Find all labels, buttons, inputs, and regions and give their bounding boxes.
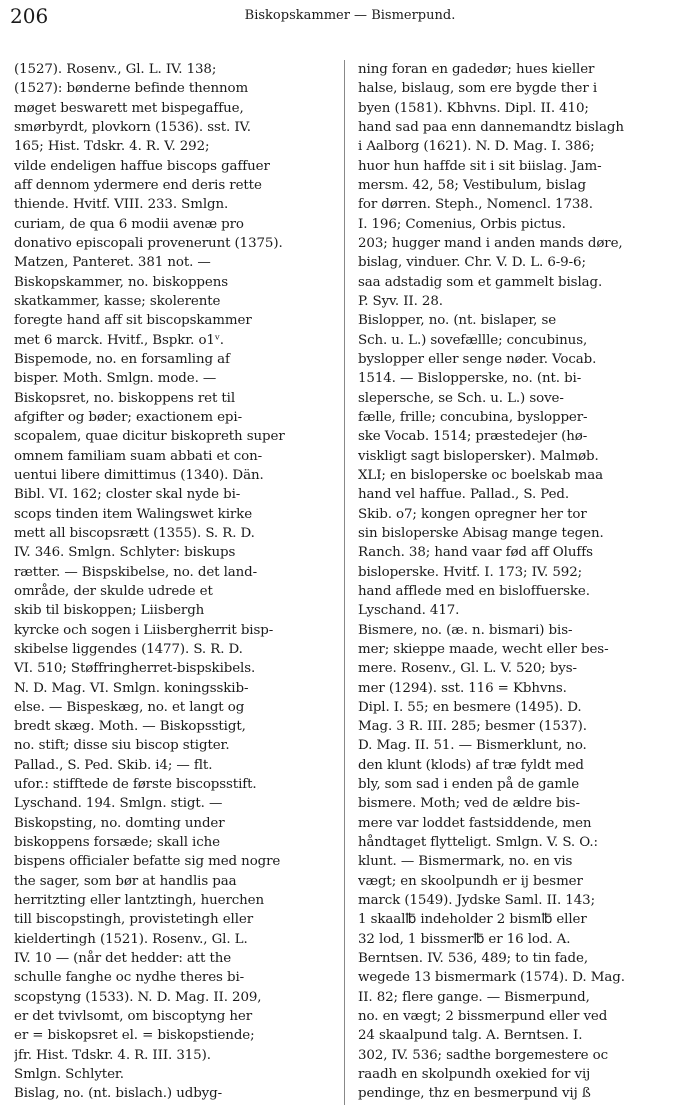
text-line: (1527). Rosenv., Gl. L. IV. 138;	[14, 62, 217, 77]
text-line: no. stift; disse siu biscop stigter.	[14, 738, 230, 754]
text-line: kieldertingh (1521). Rosenv., Gl. L.	[14, 931, 248, 947]
text-line: halse, bislaug, som ere bygde ther i	[358, 81, 598, 97]
text-line: schulle fanghe oc nydhe theres bi-	[14, 970, 245, 986]
text-line: D. Mag. II. 51. — Bismerklunt, no.	[358, 738, 587, 754]
text-line: hand sad paa enn dannemandtz bislagh	[358, 119, 624, 135]
text-line: klunt. — Bismermark, no. en vis	[358, 854, 573, 870]
text-line: met 6 marck. Hvitf., Bspkr. o1ᵛ.	[14, 332, 224, 348]
text-line: håndtaget flytteligt. Smlgn. V. S. O.:	[358, 835, 598, 851]
text-line: scops tinden item Walingswet kirke	[14, 506, 253, 522]
text-line: møget beswarett met bispegaffue,	[14, 100, 244, 116]
text-line: Lyschand. 194. Smlgn. stigt. —	[14, 796, 223, 812]
text-line: thiende. Hvitf. VIII. 233. Smlgn.	[14, 197, 229, 213]
text-line: no. en vægt; 2 bissmerpund eller ved	[358, 1009, 608, 1025]
text-line: bisloperske. Hvitf. I. 173; IV. 592;	[358, 564, 583, 580]
text-line: er = biskopsret el. = biskopstiende;	[14, 1028, 255, 1044]
text-line: mere. Rosenv., Gl. L. V. 520; bys-	[358, 661, 577, 677]
text-line: hand vel haffue. Pallad., S. Ped.	[358, 487, 570, 503]
text-line: till biscopstingh, provistetingh eller	[14, 912, 254, 928]
text-line: curiam, de qua 6 modii avenæ pro	[14, 216, 244, 232]
text-line: er det tvivlsomt, om biscoptyng her	[14, 1009, 253, 1025]
text-line: rætter. — Bispskibelse, no. det land-	[14, 564, 258, 580]
text-line: 302, IV. 536; sadthe borgemestere oc	[358, 1047, 609, 1063]
column-divider	[344, 60, 345, 1105]
text-line: 165; Hist. Tdskr. 4. R. V. 292;	[14, 139, 210, 155]
text-line: Smlgn. Schlyter.	[14, 1067, 124, 1083]
text-line: scopstyng (1533). N. D. Mag. II. 209,	[14, 989, 262, 1005]
text-line: Biskopsret, no. biskoppens ret til	[14, 390, 236, 406]
text-line: (1527): bønderne befinde thennom	[14, 81, 249, 97]
text-line: mersm. 42, 58; Vestibulum, bislag	[358, 177, 586, 193]
text-line: område, der skulde udrede et	[14, 583, 213, 599]
text-line: ske Vocab. 1514; præstedejer (hø-	[358, 429, 588, 445]
text-line: sin bisloperske Abisag mange tegen.	[358, 525, 604, 541]
text-line: Bispemode, no. en forsamling af	[14, 351, 230, 367]
text-line: saa adstadig som et gammelt bislag.	[358, 274, 603, 290]
text-line: II. 82; flere gange. — Bismerpund,	[358, 989, 590, 1005]
text-line: slepersche, se Sch. u. L.) sove-	[358, 390, 564, 406]
text-line: the sager, som bør at handlis paa	[14, 873, 237, 889]
text-line: skibelse liggendes (1477). S. R. D.	[14, 641, 243, 657]
text-line: marck (1549). Jydske Saml. II. 143;	[358, 893, 595, 909]
text-line: Lyschand. 417.	[358, 603, 460, 619]
text-line: IV. 346. Smlgn. Schlyter: biskups	[14, 545, 236, 561]
text-line: bly, som sad i enden på de gamle	[358, 777, 580, 793]
text-line: I. 196; Comenius, Orbis pictus.	[358, 216, 566, 232]
text-line: jfr. Hist. Tdskr. 4. R. III. 315).	[14, 1047, 211, 1063]
text-line: ning foran en gadedør; hues kieller	[358, 62, 595, 77]
text-line: mere var loddet fastsiddende, men	[358, 815, 592, 831]
text-line: else. — Bispeskæg, no. et langt og	[14, 699, 245, 715]
text-line: skatkammer, kasse; skolerente	[14, 293, 221, 309]
text-line: IV. 10 — (når det hedder: att the	[14, 951, 232, 967]
text-line: byslopper eller senge nøder. Vocab.	[358, 351, 597, 367]
text-line: kyrcke och sogen i Liisbergherrit bisp-	[14, 622, 274, 638]
text-line: 203; hugger mand i anden mands døre,	[358, 235, 623, 251]
text-line: Berntsen. IV. 536, 489; to tin fade,	[358, 951, 588, 967]
text-line: herritzting eller lantztingh, huerchen	[14, 893, 265, 909]
text-line: P. Syv. II. 28.	[358, 293, 443, 309]
text-line: pendinge, thz en besmerpund vij ß	[358, 1086, 591, 1102]
text-line: Bismere, no. (æ. n. bismari) bis-	[358, 622, 573, 638]
text-line: omnem familiam suam abbati et con-	[14, 448, 263, 464]
text-line: Skib. o7; kongen opregner her tor	[358, 506, 587, 522]
text-line: smørbyrdt, plovkorn (1536). sst. IV.	[14, 119, 251, 135]
page-number: 206	[10, 4, 49, 28]
text-line: XLI; en bisloperske oc boelskab maa	[358, 467, 604, 483]
text-line: ufor.: stifftede de første biscopsstift.	[14, 777, 257, 793]
text-line: den klunt (klods) af træ fyldt med	[358, 757, 584, 773]
text-line: 1514. — Bislopperske, no. (nt. bi-	[358, 371, 582, 387]
text-line: Bibl. VI. 162; closter skal nyde bi-	[14, 487, 241, 503]
text-line: 32 lod, 1 bissmer℔ er 16 lod. A.	[358, 931, 571, 947]
text-line: mett all biscopsrætt (1355). S. R. D.	[14, 525, 255, 541]
text-line: Bislopper, no. (nt. bislaper, se	[358, 313, 557, 329]
text-line: raadh en skolpundh oxekied for vij	[358, 1067, 591, 1083]
text-line: mer; skieppe maade, wecht eller bes-	[358, 641, 609, 657]
text-line: Bislag, no. (nt. bislach.) udbyg-	[14, 1086, 223, 1102]
text-line: biskoppens forsæde; skall iche	[14, 835, 220, 851]
text-line: scopalem, quae dicitur biskopreth super	[14, 429, 285, 445]
text-line: N. D. Mag. VI. Smlgn. koningsskib-	[14, 680, 249, 696]
text-line: skib til biskoppen; Liisbergh	[14, 603, 205, 619]
text-line: VI. 510; Støffringherret-bispskibels.	[14, 661, 256, 677]
text-line: mer (1294). sst. 116 = Kbhvns.	[358, 680, 567, 696]
page-header	[10, 2, 690, 30]
text-line: huor hun haffde sit i sit biislag. Jam-	[358, 158, 602, 174]
text-line: bredt skæg. Moth. — Biskopsstigt,	[14, 719, 246, 735]
text-line: viskligt sagt bislopersker). Malmøb.	[358, 448, 599, 464]
text-line: Biskopsting, no. domting under	[14, 815, 225, 831]
text-line: bislag, vinduer. Chr. V. D. L. 6-9-6;	[358, 255, 586, 271]
text-line: vilde endeligen haffue biscops gaffuer	[14, 158, 270, 174]
text-line: fælle, frille; concubina, byslopper-	[358, 409, 588, 425]
text-line: vægt; en skoolpundh er ij besmer	[358, 873, 583, 889]
text-line: aff dennom ydermere end deris rette	[14, 177, 262, 193]
text-line: Pallad., S. Ped. Skib. i4; — flt.	[14, 757, 213, 773]
text-line: i Aalborg (1621). N. D. Mag. I. 386;	[358, 139, 595, 155]
text-line: bispens officialer befatte sig med nogre	[14, 854, 281, 870]
text-line: foregte hand aff sit biscopskammer	[14, 313, 252, 329]
text-line: Biskopskammer, no. biskoppens	[14, 274, 229, 290]
text-line: hand afflede med en bisloffuerske.	[358, 583, 590, 599]
text-line: Mag. 3 R. III. 285; besmer (1537).	[358, 719, 587, 735]
text-line: byen (1581). Kbhvns. Dipl. II. 410;	[358, 100, 589, 116]
text-line: 1 skaal℔ indeholder 2 bism℔ eller	[358, 912, 587, 928]
left-column	[14, 60, 344, 1104]
text-line: bisper. Moth. Smlgn. mode. —	[14, 371, 217, 387]
text-line: for dørren. Steph., Nomencl. 1738.	[358, 197, 593, 213]
text-line: wegede 13 bismermark (1574). D. Mag.	[358, 970, 625, 986]
running-title: Biskopskammer — Bismerpund.	[244, 8, 456, 23]
text-line: 24 skaalpund talg. A. Berntsen. I.	[358, 1028, 583, 1044]
right-column	[358, 60, 688, 1104]
text-line: Dipl. I. 55; en besmere (1495). D.	[358, 699, 582, 715]
text-line: Ranch. 38; hand vaar fød aff Oluffs	[358, 545, 593, 561]
text-line: Matzen, Panteret. 381 not. —	[14, 255, 211, 271]
text-line: uentui libere dimittimus (1340). Dän.	[14, 467, 264, 483]
text-line: afgifter og bøder; exactionem epi-	[14, 409, 242, 425]
text-line: donativo episcopali provenerunt (1375).	[14, 235, 283, 251]
text-line: bismere. Moth; ved de ældre bis-	[358, 796, 580, 812]
text-line: Sch. u. L.) sovefællle; concubinus,	[358, 332, 588, 348]
